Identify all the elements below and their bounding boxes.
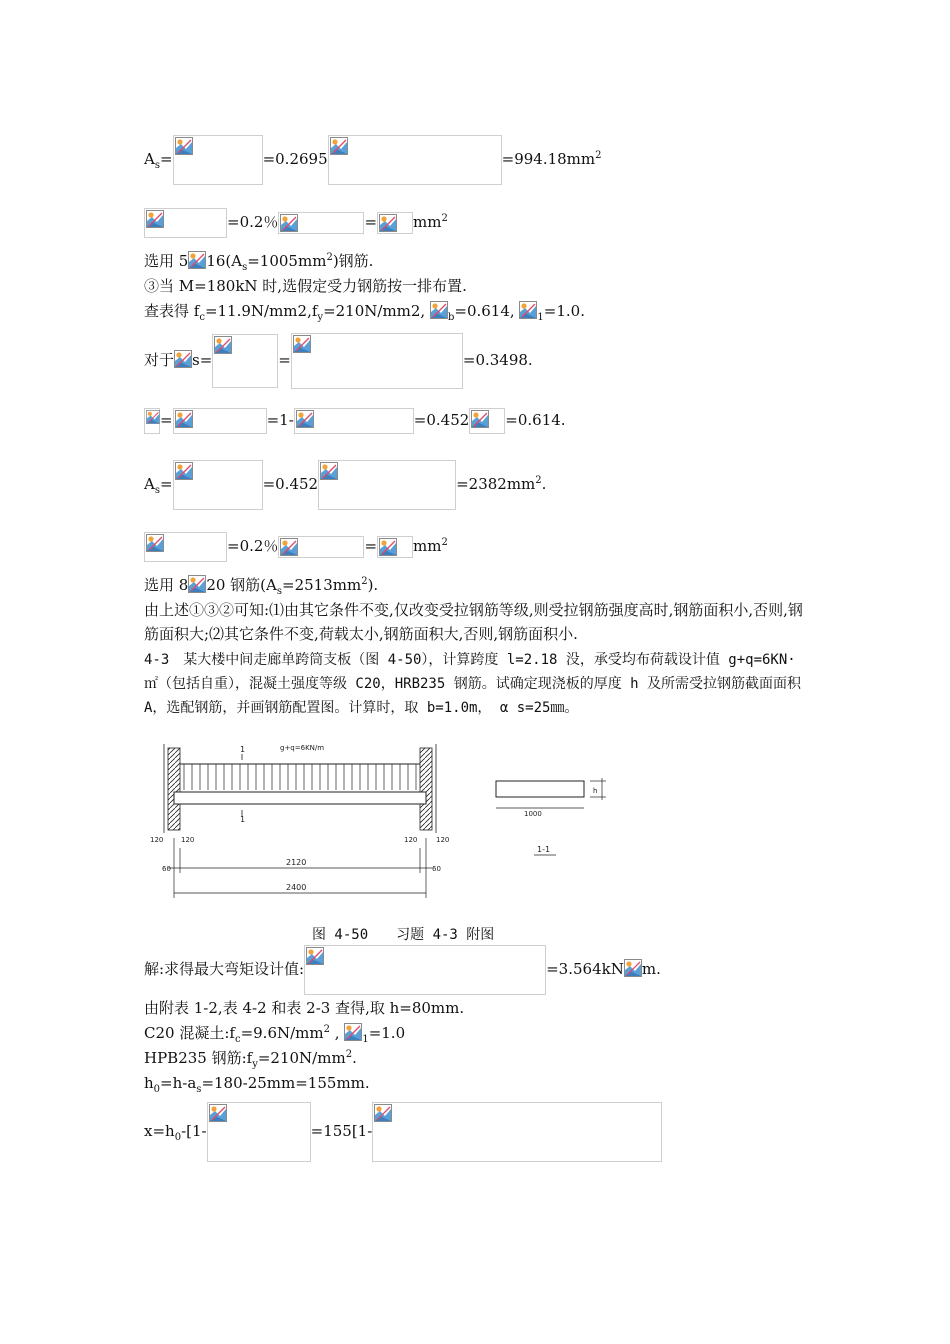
broken-image-icon xyxy=(330,137,348,155)
formula-image xyxy=(377,212,413,234)
table-lookup-line: 查表得 $f_c=11.9N/mm2,f_y=210N/mm2$, $_b$=0.614, $_1$=1.0. xyxy=(144,302,585,323)
formula-image xyxy=(469,408,505,434)
section-rect xyxy=(496,781,584,797)
broken-image-icon xyxy=(188,575,206,593)
formula-line-alpha-s: 对于 s= = =0.3498. xyxy=(144,333,533,389)
formula-line-as-2: $A_s=$ =0.452 $=2382mm^2$. xyxy=(144,460,546,510)
text-line: ③当 M=180kN 时,选假定受力钢筋按一排布置. xyxy=(144,277,467,295)
formula-image xyxy=(318,460,456,510)
broken-image-icon xyxy=(344,1023,362,1041)
section-mark-top: 1 xyxy=(240,745,246,754)
formula-image xyxy=(144,532,227,562)
figure-caption: 图 4-50 习题 4-3 附图 xyxy=(312,927,495,943)
formula-image xyxy=(173,408,267,434)
svg-text:120: 120 xyxy=(150,836,164,844)
slab xyxy=(174,792,426,804)
right-wall xyxy=(420,748,432,830)
broken-image-icon xyxy=(296,410,314,428)
formula-image xyxy=(372,1102,662,1162)
formula-image xyxy=(173,135,263,185)
formula-image xyxy=(212,334,278,388)
formula-image xyxy=(291,333,463,389)
section-label: 1-1 xyxy=(537,845,551,854)
formula-line-xi: = =1- =0.452 =0.614. xyxy=(144,408,566,434)
formula-image xyxy=(278,212,364,234)
svg-text:2120: 2120 xyxy=(286,858,307,867)
formula-image xyxy=(294,408,414,434)
broken-image-icon xyxy=(293,335,311,353)
broken-image-icon xyxy=(146,534,164,552)
rebar-selection-1: 选用 5 $16(A_s=1005mm^2)$钢筋. xyxy=(144,252,374,273)
effective-depth-line: $h_0=h-a_s=180-25mm=155mm$. xyxy=(144,1074,370,1095)
formula-image xyxy=(144,208,227,238)
slab-diagram xyxy=(150,738,620,903)
broken-image-icon xyxy=(471,410,489,428)
load-arrows xyxy=(184,764,416,790)
left-wall xyxy=(168,748,180,830)
formula-image xyxy=(144,408,160,434)
formula-image xyxy=(173,460,263,510)
broken-image-icon xyxy=(374,1104,392,1122)
broken-image-icon xyxy=(214,336,232,354)
formula-line-as-1: $A_s=$ =0.2695 $=994.18mm^2$ xyxy=(144,135,602,185)
formula-line-x: $x=h_0-[1-$ =155[1- xyxy=(144,1102,662,1162)
broken-image-icon xyxy=(188,251,206,269)
broken-image-icon xyxy=(209,1104,227,1122)
broken-image-icon xyxy=(280,538,298,556)
svg-text:60: 60 xyxy=(162,865,171,873)
svg-text:2400: 2400 xyxy=(286,883,307,892)
text-line: 由附表 1-2,表 4-2 和表 2-3 查得,取 h=80mm. xyxy=(144,999,465,1017)
broken-image-icon xyxy=(146,410,164,428)
broken-image-icon xyxy=(379,214,397,232)
broken-image-icon xyxy=(379,538,397,556)
broken-image-icon xyxy=(175,462,193,480)
broken-image-icon xyxy=(175,137,193,155)
broken-image-icon xyxy=(174,350,192,368)
formula-line-moment: 解:求得最大弯矩设计值: =3.564kN m. xyxy=(144,945,661,995)
svg-text:120: 120 xyxy=(404,836,418,844)
broken-image-icon xyxy=(320,462,338,480)
broken-image-icon xyxy=(146,210,164,228)
concrete-params: C20 混凝土$:f_c=9.6N/mm^2$ , $_1$=1.0 xyxy=(144,1024,406,1045)
formula-image xyxy=(278,536,364,558)
steel-params: HPB235 钢筋$:f_y=210N/mm^2$. xyxy=(144,1049,357,1070)
broken-image-icon xyxy=(306,947,324,965)
formula-line-min-ratio-1: =0.2％ = $mm^2$ xyxy=(144,208,448,238)
svg-text:1000: 1000 xyxy=(524,810,542,818)
svg-text:h: h xyxy=(593,787,598,795)
svg-text:120: 120 xyxy=(181,836,195,844)
formula-image xyxy=(377,536,413,558)
broken-image-icon xyxy=(175,410,193,428)
load-label: g+q=6KN/m xyxy=(280,744,325,752)
broken-image-icon xyxy=(624,959,642,977)
broken-image-icon xyxy=(519,301,537,319)
svg-text:60: 60 xyxy=(432,865,441,873)
formula-line-min-ratio-2: =0.2％ = $mm^2$ xyxy=(144,532,448,562)
broken-image-icon xyxy=(280,214,298,232)
section-mark-bottom: 1 xyxy=(240,815,246,824)
broken-image-icon xyxy=(430,301,448,319)
problem-statement: 4-3 某大楼中间走廊单跨筒支板（图 4-50），计算跨度 l=2.18 没，承受均布荷载设计值 g+q=6KN·㎡（包括自重），混凝土强度等级 C20，HRB235 钢筋。试确定现浇板的厚度 h 及所需受拉钢筋截面面积 A，选配钢筋，并画钢筋配置图。计算时，取 b=1.0m， α s=25㎜。 xyxy=(144,652,801,716)
rebar-selection-2: 选用 8 20 钢筋$(A_s=2513mm^2)$. xyxy=(144,576,379,597)
svg-text:120: 120 xyxy=(436,836,450,844)
formula-image xyxy=(207,1102,311,1162)
formula-image xyxy=(328,135,502,185)
conclusion-paragraph: 由上述①③②可知:⑴由其它条件不变,仅改变受拉钢筋等级,则受拉钢筋强度高时,钢筋面积小,否则,钢筋面积大;⑵其它条件不变,荷载太小,钢筋面积大,否则,钢筋面积小. xyxy=(144,601,803,643)
formula-image xyxy=(304,945,546,995)
